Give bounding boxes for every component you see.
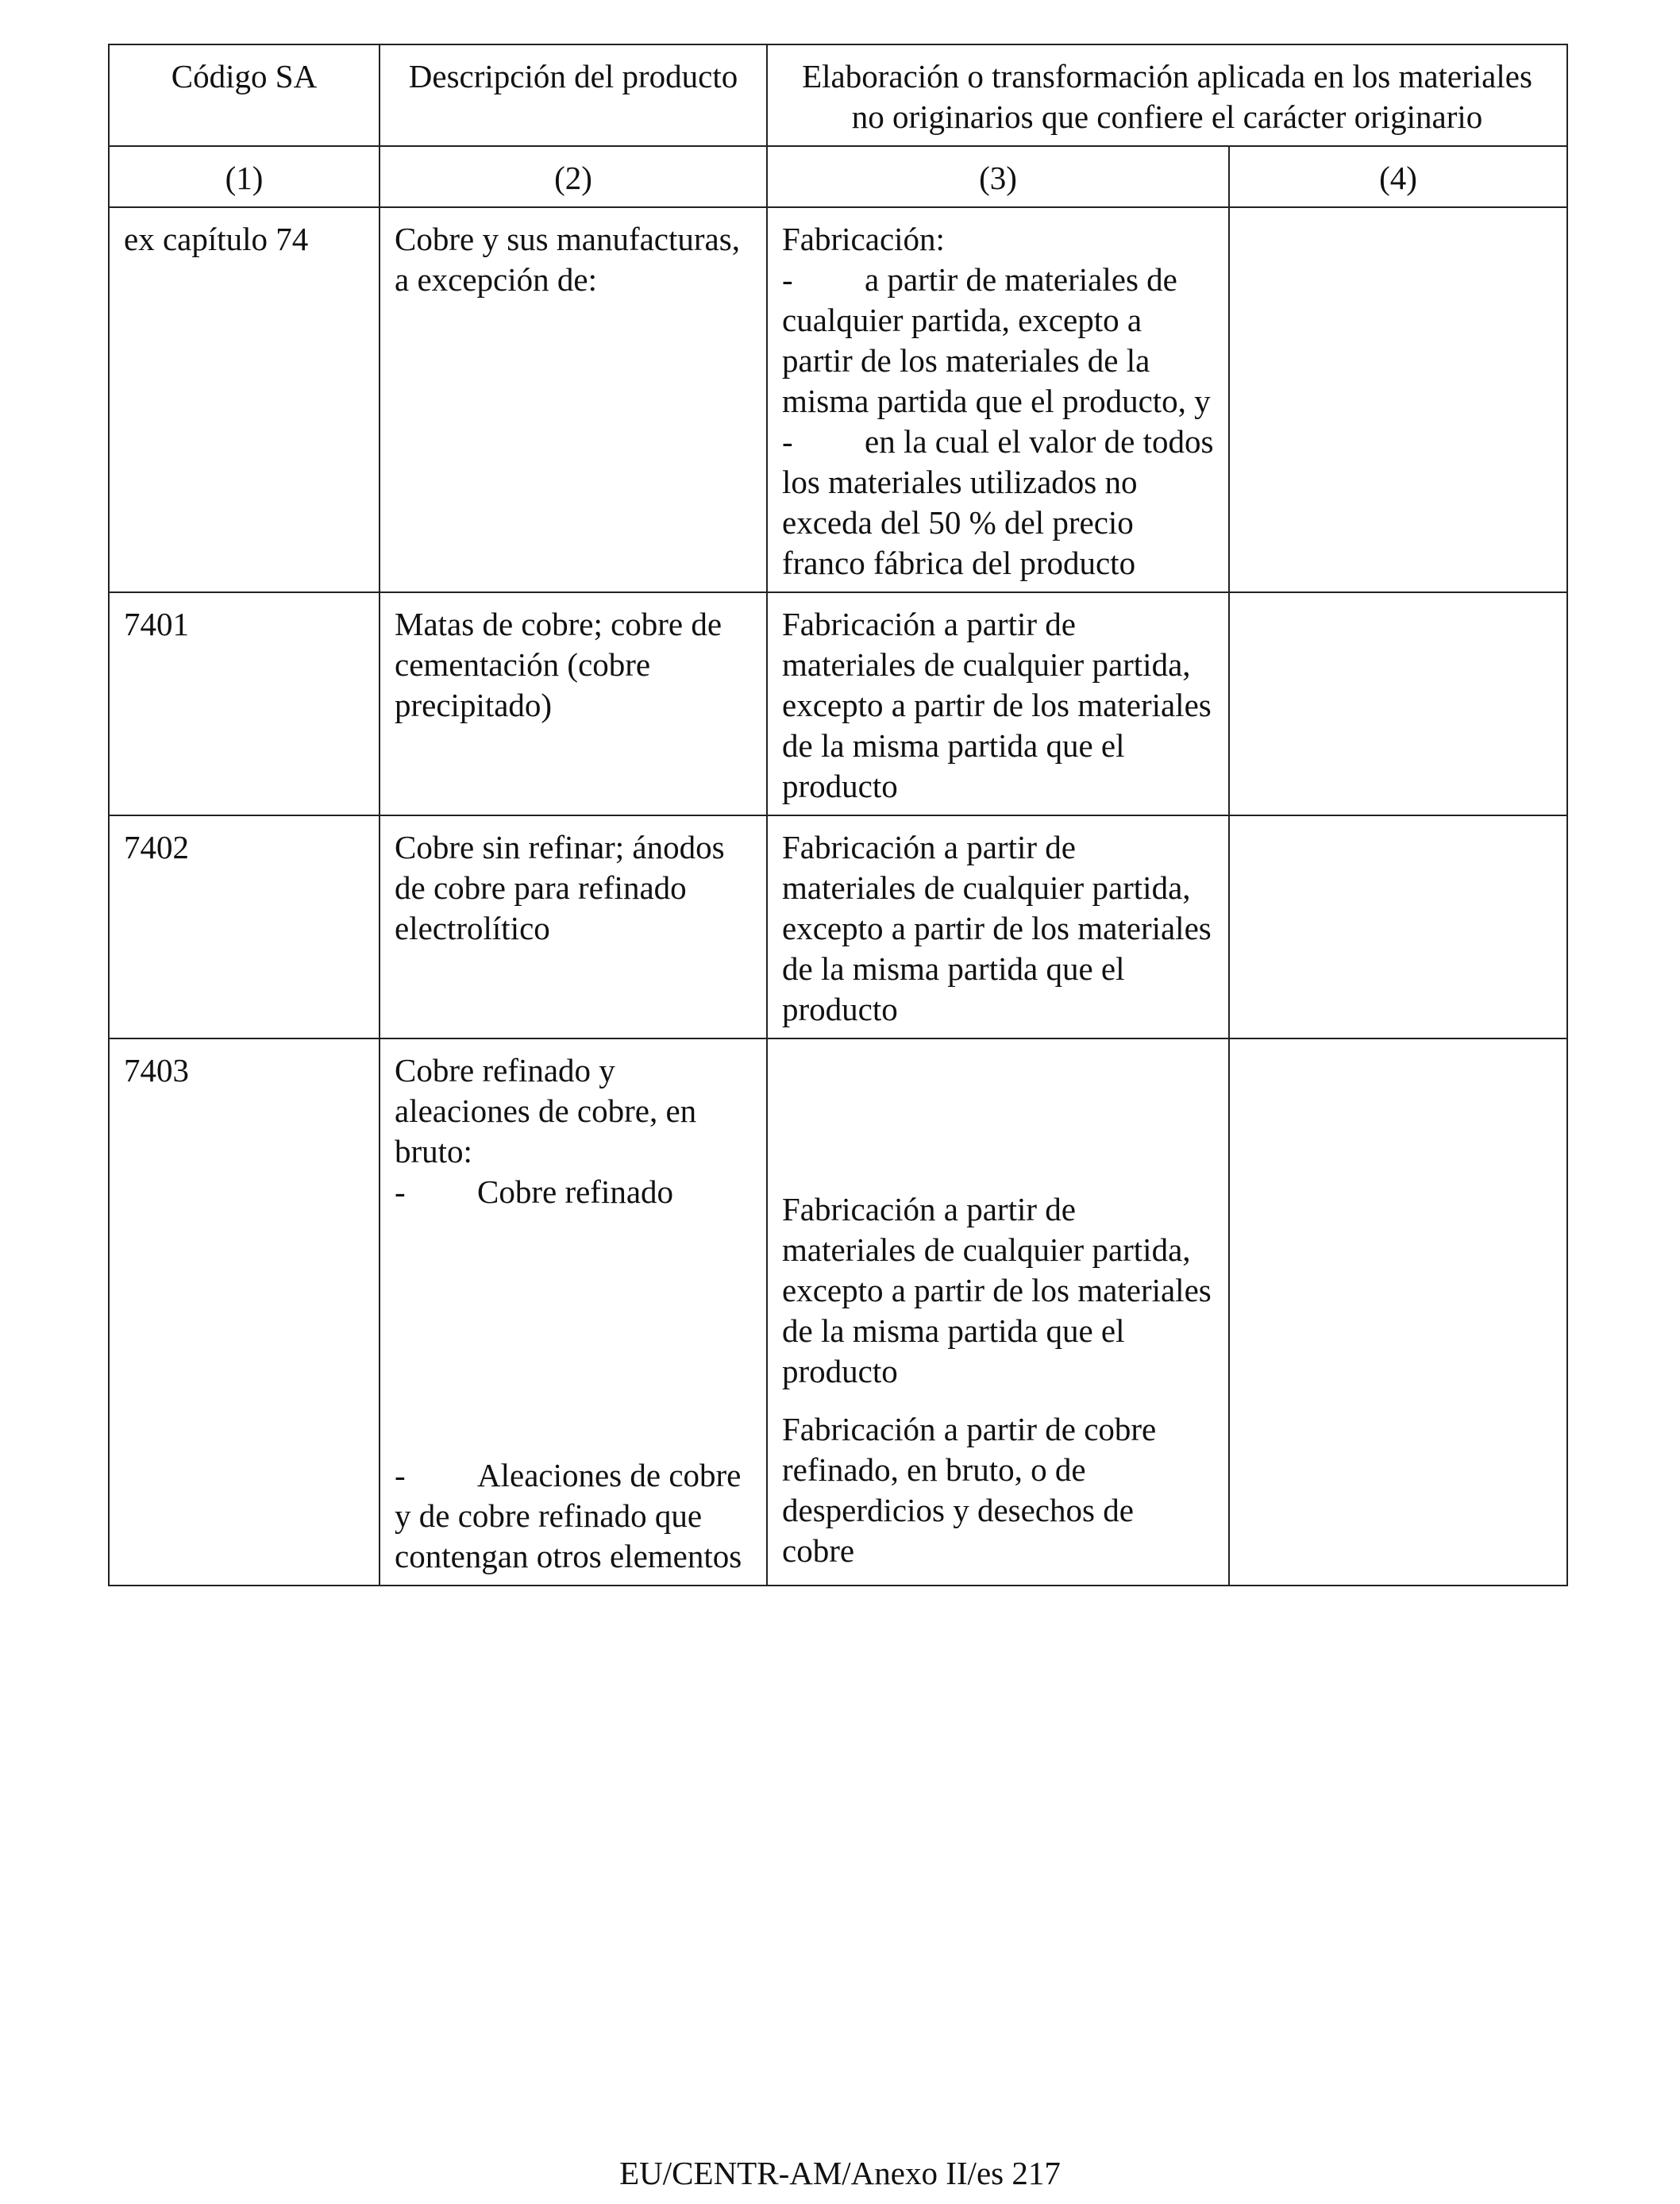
page-footer: EU/CENTR-AM/Anexo II/es 217: [619, 2155, 1061, 2191]
rules-of-origin-table: [108, 44, 1568, 1586]
row-column-4: [1229, 815, 1567, 1038]
row-description: Cobre y sus manufacturas, a excepción de:: [380, 207, 767, 592]
table-header-row: [109, 44, 1567, 146]
column-number-3: (3): [767, 146, 1229, 207]
column-number-row: [109, 146, 1567, 207]
processing-intro: Fabricación:: [782, 221, 945, 257]
table-row: [109, 815, 1567, 1038]
row-processing: Fabricación a partir de materiales de cualquier partida, excepto a partir de los materiales de la misma partida que el producto: [767, 815, 1229, 1038]
processing-item: [782, 260, 1214, 422]
table-row: [109, 207, 1567, 592]
spacer: [395, 1212, 752, 1455]
description-intro: Cobre refinado y aleaciones de cobre, en bruto:: [395, 1052, 697, 1169]
table-row: [109, 1038, 1567, 1586]
row-code: 7403: [109, 1038, 380, 1586]
row-code: ex capítulo 74: [109, 207, 380, 592]
sub-item-description-text: Cobre refinado: [477, 1173, 674, 1210]
row-description: Cobre sin refinar; ánodos de cobre para refinado electrolítico: [380, 815, 767, 1038]
row-code: 7402: [109, 815, 380, 1038]
header-description: Descripción del producto: [380, 44, 767, 146]
row-column-4: [1229, 1038, 1567, 1586]
processing-item-text: en la cual el valor de todos los materiales utilizados no exceda del 50 % del precio franco fábrica del producto: [782, 423, 1214, 581]
row-column-4: [1229, 207, 1567, 592]
column-number-4: (4): [1229, 146, 1567, 207]
sub-item-description: [395, 1172, 752, 1212]
header-processing: Elaboración o transformación aplicada en los materiales no originarios que confiere el carácter originario: [767, 44, 1567, 146]
processing-item-text: a partir de materiales de cualquier partida, excepto a partir de los materiales de la misma partida que el producto, y: [782, 261, 1211, 419]
sub-item-description-text: Aleaciones de cobre y de cobre refinado que contengan otros elementos: [395, 1457, 742, 1574]
spacer: [782, 1050, 1214, 1172]
header-code: Código SA: [109, 44, 380, 146]
processing-item: [782, 422, 1214, 584]
column-number-2: (2): [380, 146, 767, 207]
sub-item-description: [395, 1455, 752, 1577]
sub-item-processing: Fabricación a partir de materiales de cualquier partida, excepto a partir de los materiales de la misma partida que el producto: [782, 1191, 1212, 1389]
row-column-4: [1229, 592, 1567, 815]
row-description: [380, 1038, 767, 1586]
row-description: Matas de cobre; cobre de cementación (cobre precipitado): [380, 592, 767, 815]
row-processing: [767, 207, 1229, 592]
table-row: [109, 592, 1567, 815]
column-number-1: (1): [109, 146, 380, 207]
dash-marker: -: [395, 1173, 406, 1210]
sub-item-processing: Fabricación a partir de cobre refinado, en bruto, o de desperdicios y desechos de cobre: [782, 1411, 1157, 1569]
dash-marker: -: [782, 261, 793, 298]
dash-marker: -: [395, 1457, 406, 1493]
row-processing: [767, 1038, 1229, 1586]
dash-marker: -: [782, 423, 793, 460]
row-processing: Fabricación a partir de materiales de cualquier partida, excepto a partir de los materiales de la misma partida que el producto: [767, 592, 1229, 815]
row-code: 7401: [109, 592, 380, 815]
